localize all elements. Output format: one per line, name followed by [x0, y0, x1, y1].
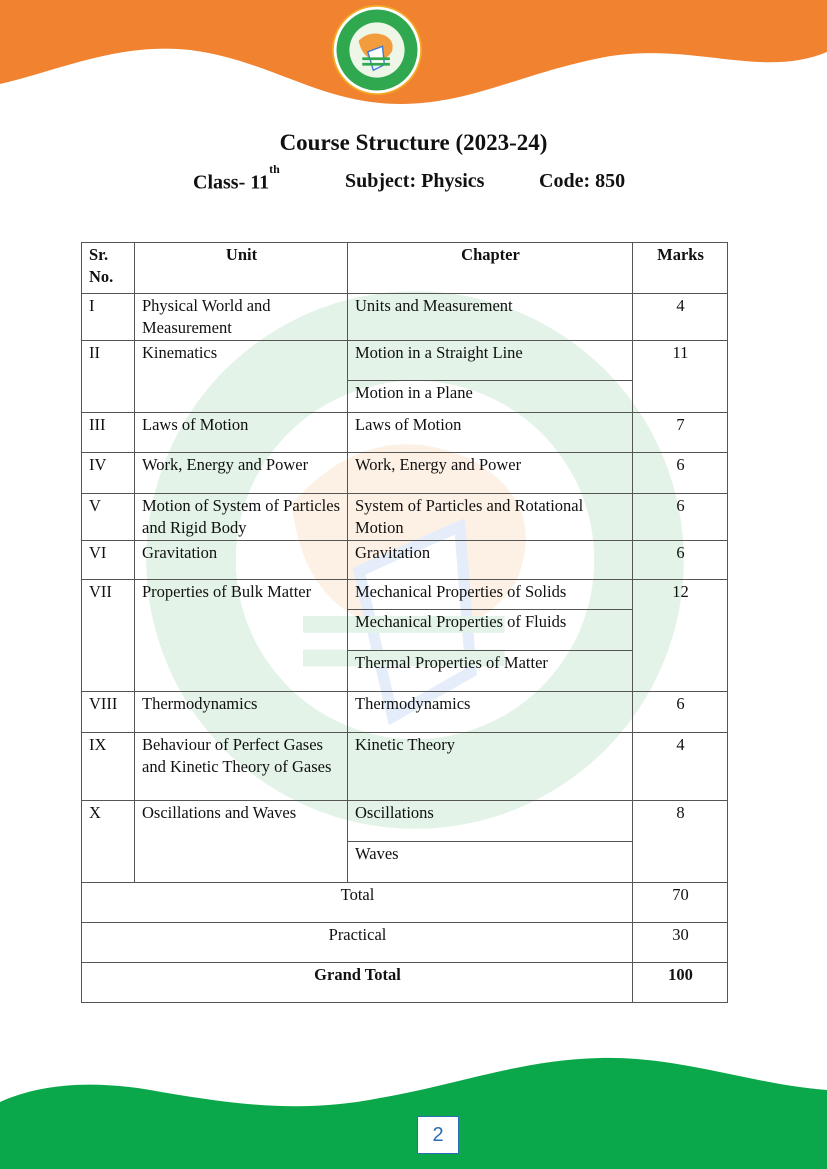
chapter-cell: Thermodynamics — [348, 692, 633, 733]
header-sr-no: Sr. No. — [82, 243, 135, 294]
unit-cell: Kinematics — [135, 341, 348, 413]
unit-cell: Behaviour of Perfect Gases and Kinetic Theory of Gases — [135, 733, 348, 801]
chapter-cell: Gravitation — [348, 541, 633, 580]
marks-cell: 7 — [633, 413, 728, 453]
total-label: Total — [82, 883, 633, 923]
unit-cell: Physical World and Measurement — [135, 294, 348, 341]
chapter-cell: Work, Energy and Power — [348, 453, 633, 494]
practical-label: Practical — [82, 923, 633, 963]
course-structure-table — [81, 242, 728, 1003]
class-label: Class- 11th — [193, 162, 280, 194]
unit-cell: Properties of Bulk Matter — [135, 580, 348, 692]
sr-cell: III — [82, 413, 135, 453]
page-number: 2 — [417, 1116, 459, 1154]
table-row — [82, 692, 728, 733]
header-chapter: Chapter — [348, 243, 633, 294]
table-row — [82, 733, 728, 801]
sr-cell: VIII — [82, 692, 135, 733]
unit-cell: Motion of System of Particles and Rigid Body — [135, 494, 348, 541]
unit-cell: Oscillations and Waves — [135, 801, 348, 883]
marks-cell: 12 — [633, 580, 728, 692]
header-marks: Marks — [633, 243, 728, 294]
chapter-cell: Motion in a Straight Line — [348, 341, 633, 381]
chapter-cell: Oscillations — [348, 801, 633, 842]
marks-cell: 6 — [633, 541, 728, 580]
sr-cell: II — [82, 341, 135, 413]
grand-total-marks: 100 — [633, 963, 728, 1003]
chapter-cell: Mechanical Properties of Fluids — [348, 610, 633, 651]
sr-cell: IX — [82, 733, 135, 801]
grand-total-row — [82, 963, 728, 1003]
table-row — [82, 453, 728, 494]
table-row — [82, 801, 728, 842]
table-header-row — [82, 243, 728, 294]
sr-cell: V — [82, 494, 135, 541]
chapter-cell: Kinetic Theory — [348, 733, 633, 801]
table-row — [82, 413, 728, 453]
chapter-cell: Mechanical Properties of Solids — [348, 580, 633, 610]
unit-cell: Work, Energy and Power — [135, 453, 348, 494]
marks-cell: 6 — [633, 692, 728, 733]
sr-cell: X — [82, 801, 135, 883]
table-row — [82, 294, 728, 341]
unit-cell: Thermodynamics — [135, 692, 348, 733]
sr-cell: I — [82, 294, 135, 341]
total-row — [82, 883, 728, 923]
chapter-cell: System of Particles and Rotational Motion — [348, 494, 633, 541]
sr-cell: VI — [82, 541, 135, 580]
table-row — [82, 541, 728, 580]
table-row — [82, 341, 728, 381]
total-marks: 70 — [633, 883, 728, 923]
marks-cell: 6 — [633, 453, 728, 494]
chapter-cell: Units and Measurement — [348, 294, 633, 341]
subject-label: Subject: Physics — [345, 170, 485, 192]
marks-cell: 4 — [633, 294, 728, 341]
grand-total-label: Grand Total — [82, 963, 633, 1003]
chapter-cell: Motion in a Plane — [348, 381, 633, 413]
marks-cell: 4 — [633, 733, 728, 801]
practical-row — [82, 923, 728, 963]
unit-cell: Gravitation — [135, 541, 348, 580]
code-label: Code: 850 — [539, 170, 626, 192]
table-row — [82, 494, 728, 541]
unit-cell: Laws of Motion — [135, 413, 348, 453]
page-title: Course Structure (2023-24) — [279, 130, 548, 155]
table-row — [82, 580, 728, 610]
marks-cell: 6 — [633, 494, 728, 541]
chapter-cell: Waves — [348, 842, 633, 883]
chapter-cell: Laws of Motion — [348, 413, 633, 453]
sr-cell: VII — [82, 580, 135, 692]
header-unit: Unit — [135, 243, 348, 294]
board-emblem-icon — [331, 4, 423, 96]
bottom-green-wave — [0, 1050, 827, 1169]
marks-cell: 8 — [633, 801, 728, 883]
course-info — [193, 162, 653, 198]
marks-cell: 11 — [633, 341, 728, 413]
sr-cell: IV — [82, 453, 135, 494]
practical-marks: 30 — [633, 923, 728, 963]
chapter-cell: Thermal Properties of Matter — [348, 651, 633, 692]
